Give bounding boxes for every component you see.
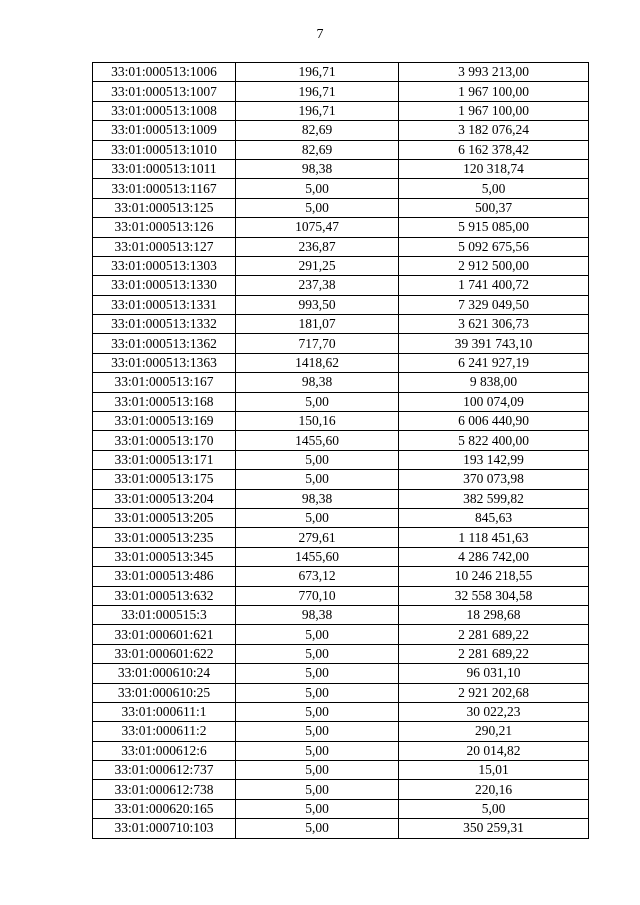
value-cell: 120 318,74 bbox=[399, 159, 589, 178]
cadastral-number-cell: 33:01:000611:2 bbox=[93, 722, 236, 741]
cadastral-number-cell: 33:01:000513:171 bbox=[93, 450, 236, 469]
area-cell: 291,25 bbox=[236, 256, 399, 275]
table-row bbox=[93, 101, 589, 120]
value-cell: 3 993 213,00 bbox=[399, 63, 589, 82]
value-cell: 370 073,98 bbox=[399, 470, 589, 489]
area-cell: 181,07 bbox=[236, 315, 399, 334]
table-row bbox=[93, 218, 589, 237]
cadastral-number-cell: 33:01:000513:127 bbox=[93, 237, 236, 256]
value-cell: 20 014,82 bbox=[399, 741, 589, 760]
cadastral-number-cell: 33:01:000515:3 bbox=[93, 605, 236, 624]
cadastral-number-cell: 33:01:000513:1167 bbox=[93, 179, 236, 198]
cadastral-number-cell: 33:01:000513:1009 bbox=[93, 121, 236, 140]
table-row bbox=[93, 63, 589, 82]
table-row bbox=[93, 373, 589, 392]
table-row bbox=[93, 159, 589, 178]
cadastral-number-cell: 33:01:000513:1331 bbox=[93, 295, 236, 314]
value-cell: 100 074,09 bbox=[399, 392, 589, 411]
area-cell: 770,10 bbox=[236, 586, 399, 605]
cadastral-number-cell: 33:01:000513:168 bbox=[93, 392, 236, 411]
cadastral-number-cell: 33:01:000610:24 bbox=[93, 664, 236, 683]
cadastral-number-cell: 33:01:000513:1363 bbox=[93, 353, 236, 372]
value-cell: 2 281 689,22 bbox=[399, 644, 589, 663]
area-cell: 196,71 bbox=[236, 63, 399, 82]
area-cell: 5,00 bbox=[236, 761, 399, 780]
table-row bbox=[93, 198, 589, 217]
cadastral-number-cell: 33:01:000513:1010 bbox=[93, 140, 236, 159]
cadastral-number-cell: 33:01:000513:205 bbox=[93, 508, 236, 527]
table-row bbox=[93, 508, 589, 527]
table-row bbox=[93, 586, 589, 605]
cadastral-number-cell: 33:01:000710:103 bbox=[93, 819, 236, 838]
value-cell: 220,16 bbox=[399, 780, 589, 799]
cadastral-number-cell: 33:01:000513:125 bbox=[93, 198, 236, 217]
cadastral-number-cell: 33:01:000513:1007 bbox=[93, 82, 236, 101]
table-row bbox=[93, 315, 589, 334]
value-cell: 3 621 306,73 bbox=[399, 315, 589, 334]
table-row bbox=[93, 644, 589, 663]
table-row bbox=[93, 547, 589, 566]
cadastral-number-cell: 33:01:000513:1330 bbox=[93, 276, 236, 295]
value-cell: 6 006 440,90 bbox=[399, 412, 589, 431]
table-row bbox=[93, 741, 589, 760]
value-cell: 350 259,31 bbox=[399, 819, 589, 838]
value-cell: 96 031,10 bbox=[399, 664, 589, 683]
area-cell: 237,38 bbox=[236, 276, 399, 295]
value-cell: 1 967 100,00 bbox=[399, 82, 589, 101]
cadastral-number-cell: 33:01:000513:345 bbox=[93, 547, 236, 566]
value-cell: 2 921 202,68 bbox=[399, 683, 589, 702]
area-cell: 5,00 bbox=[236, 799, 399, 818]
value-cell: 2 281 689,22 bbox=[399, 625, 589, 644]
area-cell: 1075,47 bbox=[236, 218, 399, 237]
area-cell: 236,87 bbox=[236, 237, 399, 256]
cadastral-table bbox=[92, 62, 589, 839]
area-cell: 5,00 bbox=[236, 741, 399, 760]
area-cell: 82,69 bbox=[236, 140, 399, 159]
area-cell: 98,38 bbox=[236, 159, 399, 178]
cadastral-number-cell: 33:01:000513:1011 bbox=[93, 159, 236, 178]
value-cell: 3 182 076,24 bbox=[399, 121, 589, 140]
area-cell: 196,71 bbox=[236, 101, 399, 120]
value-cell: 7 329 049,50 bbox=[399, 295, 589, 314]
area-cell: 5,00 bbox=[236, 780, 399, 799]
area-cell: 717,70 bbox=[236, 334, 399, 353]
value-cell: 193 142,99 bbox=[399, 450, 589, 469]
cadastral-number-cell: 33:01:000513:235 bbox=[93, 528, 236, 547]
table-row bbox=[93, 82, 589, 101]
table-row bbox=[93, 276, 589, 295]
area-cell: 5,00 bbox=[236, 625, 399, 644]
cadastral-number-cell: 33:01:000513:632 bbox=[93, 586, 236, 605]
area-cell: 5,00 bbox=[236, 508, 399, 527]
table-row bbox=[93, 489, 589, 508]
table-row bbox=[93, 605, 589, 624]
cadastral-number-cell: 33:01:000513:170 bbox=[93, 431, 236, 450]
value-cell: 1 741 400,72 bbox=[399, 276, 589, 295]
area-cell: 279,61 bbox=[236, 528, 399, 547]
area-cell: 5,00 bbox=[236, 198, 399, 217]
area-cell: 5,00 bbox=[236, 722, 399, 741]
value-cell: 32 558 304,58 bbox=[399, 586, 589, 605]
area-cell: 98,38 bbox=[236, 489, 399, 508]
area-cell: 1418,62 bbox=[236, 353, 399, 372]
value-cell: 382 599,82 bbox=[399, 489, 589, 508]
table-row bbox=[93, 625, 589, 644]
table-row bbox=[93, 799, 589, 818]
value-cell: 39 391 743,10 bbox=[399, 334, 589, 353]
area-cell: 5,00 bbox=[236, 392, 399, 411]
table-row bbox=[93, 179, 589, 198]
table-row bbox=[93, 528, 589, 547]
area-cell: 5,00 bbox=[236, 179, 399, 198]
value-cell: 5 092 675,56 bbox=[399, 237, 589, 256]
value-cell: 290,21 bbox=[399, 722, 589, 741]
area-cell: 5,00 bbox=[236, 683, 399, 702]
cadastral-number-cell: 33:01:000513:1362 bbox=[93, 334, 236, 353]
table-body bbox=[93, 63, 589, 839]
table-row bbox=[93, 470, 589, 489]
value-cell: 30 022,23 bbox=[399, 702, 589, 721]
table-row bbox=[93, 761, 589, 780]
value-cell: 5 822 400,00 bbox=[399, 431, 589, 450]
table-row bbox=[93, 450, 589, 469]
cadastral-number-cell: 33:01:000513:175 bbox=[93, 470, 236, 489]
cadastral-number-cell: 33:01:000513:1008 bbox=[93, 101, 236, 120]
table-row bbox=[93, 683, 589, 702]
area-cell: 5,00 bbox=[236, 644, 399, 663]
cadastral-number-cell: 33:01:000601:621 bbox=[93, 625, 236, 644]
table-row bbox=[93, 664, 589, 683]
value-cell: 10 246 218,55 bbox=[399, 567, 589, 586]
cadastral-number-cell: 33:01:000612:6 bbox=[93, 741, 236, 760]
area-cell: 5,00 bbox=[236, 702, 399, 721]
table-row bbox=[93, 392, 589, 411]
area-cell: 98,38 bbox=[236, 373, 399, 392]
cadastral-number-cell: 33:01:000620:165 bbox=[93, 799, 236, 818]
cadastral-number-cell: 33:01:000610:25 bbox=[93, 683, 236, 702]
area-cell: 1455,60 bbox=[236, 431, 399, 450]
value-cell: 6 241 927,19 bbox=[399, 353, 589, 372]
cadastral-number-cell: 33:01:000513:167 bbox=[93, 373, 236, 392]
area-cell: 98,38 bbox=[236, 605, 399, 624]
cadastral-number-cell: 33:01:000513:486 bbox=[93, 567, 236, 586]
value-cell: 5 915 085,00 bbox=[399, 218, 589, 237]
table-row bbox=[93, 353, 589, 372]
cadastral-number-cell: 33:01:000513:126 bbox=[93, 218, 236, 237]
page-number: 7 bbox=[316, 27, 324, 42]
value-cell: 9 838,00 bbox=[399, 373, 589, 392]
value-cell: 5,00 bbox=[399, 799, 589, 818]
value-cell: 4 286 742,00 bbox=[399, 547, 589, 566]
value-cell: 1 967 100,00 bbox=[399, 101, 589, 120]
cadastral-number-cell: 33:01:000612:738 bbox=[93, 780, 236, 799]
cadastral-number-cell: 33:01:000612:737 bbox=[93, 761, 236, 780]
table-row bbox=[93, 780, 589, 799]
cadastral-number-cell: 33:01:000601:622 bbox=[93, 644, 236, 663]
table-row bbox=[93, 121, 589, 140]
value-cell: 15,01 bbox=[399, 761, 589, 780]
area-cell: 5,00 bbox=[236, 819, 399, 838]
area-cell: 196,71 bbox=[236, 82, 399, 101]
value-cell: 5,00 bbox=[399, 179, 589, 198]
value-cell: 18 298,68 bbox=[399, 605, 589, 624]
table-row bbox=[93, 140, 589, 159]
area-cell: 5,00 bbox=[236, 450, 399, 469]
cadastral-number-cell: 33:01:000513:1332 bbox=[93, 315, 236, 334]
cadastral-number-cell: 33:01:000513:1303 bbox=[93, 256, 236, 275]
table-row bbox=[93, 722, 589, 741]
table-row bbox=[93, 412, 589, 431]
table-row bbox=[93, 295, 589, 314]
cadastral-number-cell: 33:01:000513:1006 bbox=[93, 63, 236, 82]
table-row bbox=[93, 819, 589, 838]
table-row bbox=[93, 237, 589, 256]
area-cell: 1455,60 bbox=[236, 547, 399, 566]
cadastral-number-cell: 33:01:000513:169 bbox=[93, 412, 236, 431]
area-cell: 5,00 bbox=[236, 470, 399, 489]
area-cell: 5,00 bbox=[236, 664, 399, 683]
cadastral-number-cell: 33:01:000611:1 bbox=[93, 702, 236, 721]
table-row bbox=[93, 256, 589, 275]
area-cell: 150,16 bbox=[236, 412, 399, 431]
value-cell: 845,63 bbox=[399, 508, 589, 527]
value-cell: 2 912 500,00 bbox=[399, 256, 589, 275]
value-cell: 6 162 378,42 bbox=[399, 140, 589, 159]
table-row bbox=[93, 702, 589, 721]
table-row bbox=[93, 567, 589, 586]
value-cell: 1 118 451,63 bbox=[399, 528, 589, 547]
cadastral-number-cell: 33:01:000513:204 bbox=[93, 489, 236, 508]
area-cell: 82,69 bbox=[236, 121, 399, 140]
area-cell: 993,50 bbox=[236, 295, 399, 314]
area-cell: 673,12 bbox=[236, 567, 399, 586]
table-row bbox=[93, 334, 589, 353]
value-cell: 500,37 bbox=[399, 198, 589, 217]
table-row bbox=[93, 431, 589, 450]
